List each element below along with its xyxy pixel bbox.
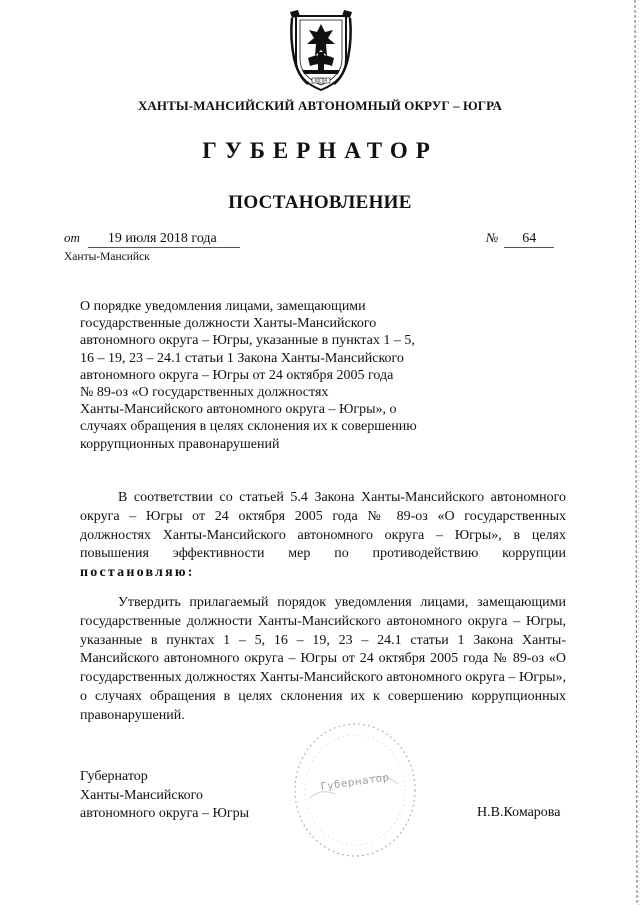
- subject-line: Ханты-Мансийского автономного округа – Югры», о: [80, 402, 397, 418]
- date-prefix: от: [64, 230, 80, 245]
- coat-of-arms-icon: [288, 8, 354, 94]
- preamble-paragraph: [80, 489, 566, 583]
- number-prefix: №: [486, 230, 499, 245]
- subject-line: автономного округа – Югры от 24 октября 2005 года: [80, 367, 394, 383]
- scan-edge: [626, 0, 640, 905]
- subject-line: № 89-оз «О государственных должностях: [80, 385, 329, 401]
- stamp-text: Губернатор: [320, 772, 391, 793]
- issue-city: Ханты-Мансийск: [64, 251, 150, 263]
- number-line: [486, 230, 554, 248]
- document-type: ПОСТАНОВЛЕНИЕ: [228, 192, 412, 213]
- subject-line: автономного округа – Югры, указанные в пунктах 1 – 5,: [80, 333, 415, 349]
- svg-text:ЮГРА: ЮГРА: [314, 78, 328, 84]
- resolution-paragraph: Утвердить прилагаемый порядок уведомления лицами, замещающими государственные должности Ханты-Мансийского автономного округа – Югры, указанные в пунктах 1 – 5, 16 – 19, 23 – 24.1 статьи 1 Закона Ханты-Мансийского автономного округа – Югры от 24 октября 2005 года № 89-оз «О государственных должностях Ханты-Мансийского автономного округа – Югры», о случаях обращения в целях склонения их к совершению коррупционных правонарушений.: [80, 595, 566, 723]
- signatory-position: [80, 768, 249, 824]
- subject-line: 16 – 19, 23 – 24.1 статьи 1 Закона Ханты-Мансийского: [80, 350, 404, 366]
- resolve-word: постановляю:: [80, 565, 195, 581]
- position-line: Губернатор: [80, 769, 148, 784]
- region-title: ХАНТЫ-МАНСИЙСКИЙ АВТОНОМНЫЙ ОКРУГ – ЮГРА: [137, 98, 503, 113]
- date-line: [64, 230, 240, 248]
- preamble-text: В соответствии со статьей 5.4 Закона Ханты-Мансийского автономного округа – Югры от 24 октября 2005 года № 89-оз «О государственных должностях Ханты-Мансийского автономного округа – Югры», в целях повышения эффективности мер по противодействию коррупции: [80, 490, 566, 562]
- official-stamp-icon: [290, 718, 420, 863]
- authority-title: ГУБЕРНАТОР: [202, 138, 438, 163]
- subject-line: случаях обращения в целях склонения их к совершению: [80, 419, 417, 435]
- document-number: 64: [504, 231, 554, 248]
- position-line: Ханты-Мансийского: [80, 787, 204, 803]
- signatory-name: Н.В.Комарова: [477, 805, 561, 820]
- subject-line: коррупционных правонарушений: [80, 436, 280, 452]
- subject-line: государственные должности Ханты-Мансийского: [80, 316, 377, 332]
- subject-line: О порядке уведомления лицами, замещающими: [80, 299, 366, 314]
- document-date: 19 июля 2018 года: [88, 231, 240, 248]
- document-subject: [80, 298, 417, 453]
- position-line: автономного округа – Югры: [80, 806, 249, 822]
